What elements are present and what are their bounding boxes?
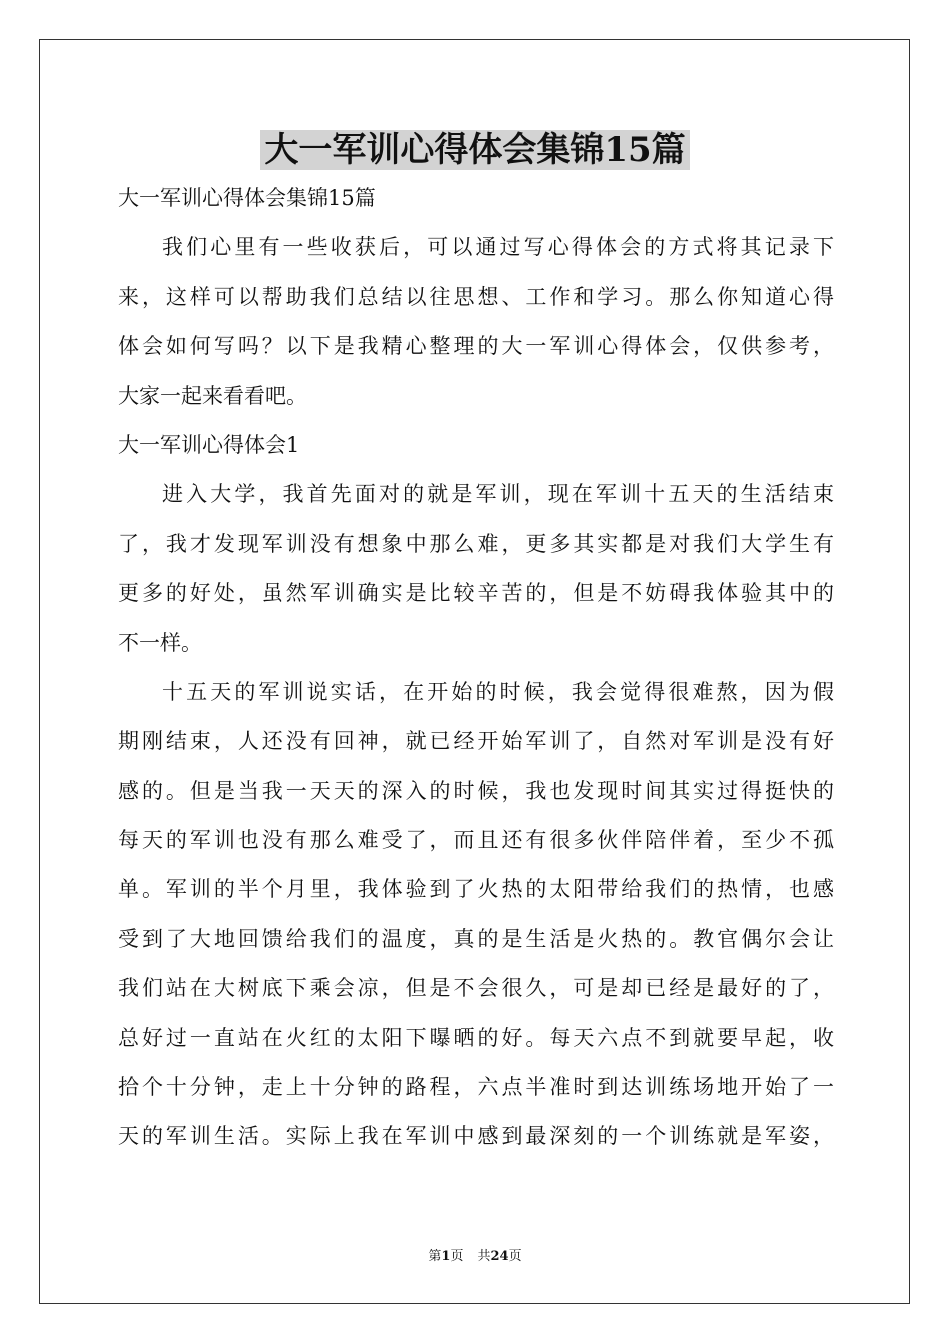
paragraph-line: 我们心里有一些收获后，可以通过写心得体会的方式将其记录下 [162,235,834,260]
paragraph-line: 受到了大地回馈给我们的温度，真的是生活是火热的。教官偶尔会让 [118,926,834,951]
page-number-prefix: 第 [428,1249,442,1264]
section-heading: 大一军训心得体会1 [118,432,300,457]
subtitle-line: 大一军训心得体会集锦15篇 [118,186,376,210]
paragraph-line: 大家一起来看看吧。 [118,383,307,408]
total-pages-prefix: 共 [477,1249,491,1264]
paragraph-line: 期刚结束，人还没有回神，就已经开始军训了，自然对军训是没有好 [118,729,834,754]
paragraph-line: 感的。但是当我一天天的深入的时候，我也发现时间其实过得挺快的 [118,778,834,803]
paragraph-line: 不一样。 [118,630,202,655]
paragraph-line: 每天的军训也没有那么难受了，而且还有很多伙伴陪伴着，至少不孤 [118,828,834,853]
current-page-number: 1 [441,1249,451,1264]
document-title: 大一军训心得体会集锦15篇 [0,124,950,176]
paragraph-line: 拾个十分钟，走上十分钟的路程，六点半准时到达训练场地开始了一 [118,1075,834,1100]
paragraph-line: 了，我才发现军训没有想象中那么难，更多其实都是对我们大学生有 [118,531,834,556]
paragraph-line: 来，这样可以帮助我们总结以往思想、工作和学习。那么你知道心得 [118,284,834,309]
paragraph-line: 体会如何写吗？以下是我精心整理的大一军训心得体会，仅供参考， [118,334,834,359]
page-number-suffix: 页 [450,1249,464,1264]
paragraph-line: 进入大学，我首先面对的就是军训，现在军训十五天的生活结束 [162,482,834,507]
paragraph-line: 我们站在大树底下乘会凉，但是不会很久，可是却已经是最好的了， [118,976,834,1001]
page-footer [0,1248,950,1266]
total-pages-suffix: 页 [508,1249,522,1264]
paragraph-line: 天的军训生活。实际上我在军训中感到最深刻的一个训练就是军姿， [118,1124,834,1149]
paragraph-line: 单。军训的半个月里，我体验到了火热的太阳带给我们的热情，也感 [118,877,834,902]
total-page-count: 24 [490,1249,509,1264]
document-body [118,174,834,1162]
paragraph-line: 总好过一直站在火红的太阳下曝晒的好。每天六点不到就要早起，收 [118,1025,834,1050]
paragraph-line: 更多的好处，虽然军训确实是比较辛苦的，但是不妨碍我体验其中的 [118,581,834,606]
paragraph-line: 十五天的军训说实话，在开始的时候，我会觉得很难熬，因为假 [162,679,834,704]
